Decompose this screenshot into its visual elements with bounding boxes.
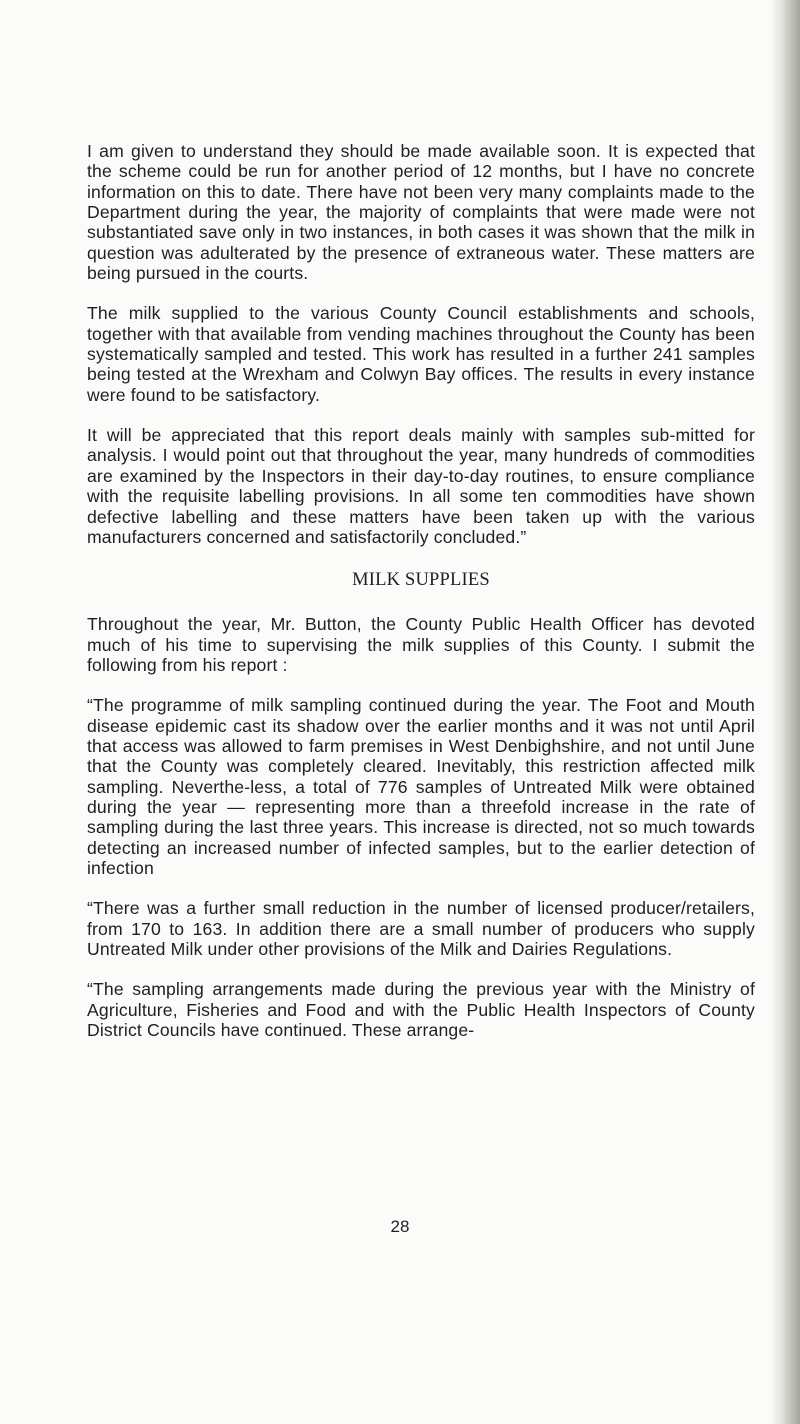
paragraph-2: The milk supplied to the various County Council establishments and schools, together with that available from vending machines throughout the County has been systematically sampled and tested. This work has resulted in a further 241 samples being tested at the Wrexham and Colwyn Bay offices. The results in every instance were found to be satisfactory. (87, 303, 755, 405)
page-edge-shadow (770, 0, 800, 1424)
paragraph-4: Throughout the year, Mr. Button, the County Public Health Officer has devoted much of his time to supervising the milk supplies of this County. I submit the following from his report : (87, 614, 755, 675)
paragraph-3: It will be appreciated that this report deals mainly with samples sub-mitted for analysis. I would point out that throughout the year, many hundreds of commodities are examined by the Inspectors in their day-to-day routines, to ensure compliance with the requisite labelling provisions. In all some ten commodities have shown defective labelling and these matters have been taken up with the various manufacturers concerned and satisfactorily concluded.” (87, 425, 755, 547)
paragraph-6: “There was a further small reduction in the number of licensed producer/retailers, from 170 to 163. In addition there are a small number of producers who supply Untreated Milk under other provisions of the Milk and Dairies Regulations. (87, 898, 755, 959)
paragraph-7: “The sampling arrangements made during the previous year with the Ministry of Agriculture, Fisheries and Food and with the Public Health Inspectors of County District Councils have continued. These arrange- (87, 979, 755, 1041)
page-number: 28 (390, 1217, 410, 1236)
section-heading: MILK SUPPLIES (352, 570, 490, 591)
document-body (87, 141, 755, 1040)
paragraph-5: “The programme of milk sampling continued during the year. The Foot and Mouth disease epidemic cast its shadow over the earlier months and it was not until April that access was allowed to farm premises in West Denbighshire, and not until June that the County was completely cleared. Inevitably, this restriction affected milk sampling. Neverthe-less, a total of 776 samples of Untreated Milk were obtained during the year — representing more than a threefold increase in the rate of sampling during the last three years. This increase is directed, not so much towards detecting an increased number of infected samples, but to the earlier detection of infection (87, 695, 755, 878)
paragraph-1: I am given to understand they should be made available soon. It is expected that the scheme could be run for another period of 12 months, but I have no concrete information on this to date. There have not been very many complaints made to the Department during the year, the majority of complaints that were made were not substantiated save only in two instances, in both cases it was shown that the milk in question was adulterated by the presence of extraneous water. These matters are being pursued in the courts. (87, 141, 755, 284)
